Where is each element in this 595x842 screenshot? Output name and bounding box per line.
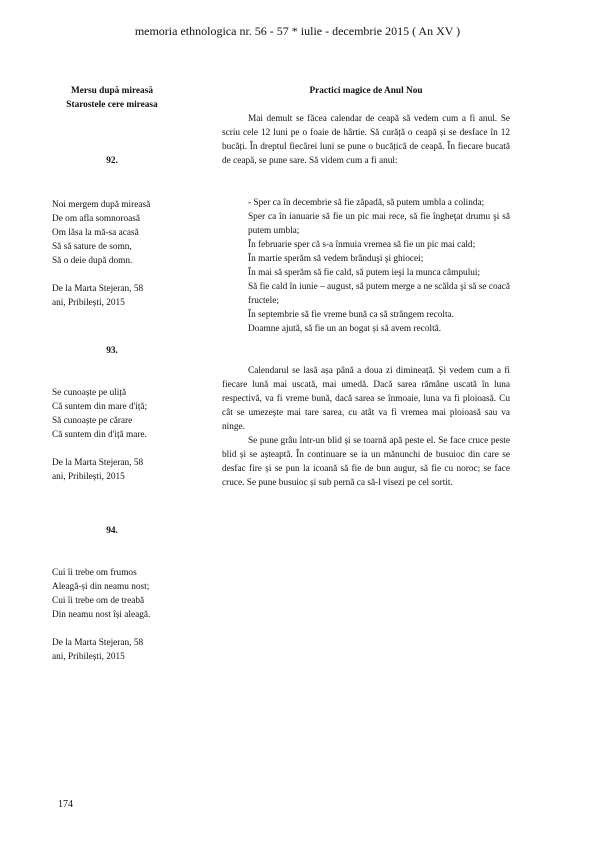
wish-item: - Sper ca în decembrie să fie zăpadă, să putem umbla a colinda; [248, 198, 485, 208]
left-column [52, 84, 172, 664]
lyric-line: Să cunoaște pe cărare [52, 416, 133, 426]
wish-item: Doamne ajută, să fie un an bogat și să avem recoltă. [248, 324, 442, 334]
lyric-line: Că suntem din d'iță mare. [52, 430, 147, 440]
wish-item: Să fie cald în iunie – august, să putem merge a ne scălda şi să se coacă fructele; [248, 282, 510, 306]
lyric-line: Că suntem din mare d'iță; [52, 402, 148, 412]
wish-item: În septembrie să fie vreme bună ca să strângem recolta. [248, 310, 454, 320]
song-93-source [52, 456, 172, 484]
source-line: ani, Pribilești, 2015 [52, 652, 125, 662]
source-line: ani, Pribilești, 2015 [52, 472, 125, 482]
song-92-lyrics [52, 198, 172, 268]
wish-item: În mai să sperăm să fie cald, să putem ieşi la munca câmpului; [248, 268, 481, 278]
lyric-line: Din neamu nost își aleagă. [52, 610, 151, 620]
song-number-92: 92. [106, 156, 118, 166]
lyric-line: Se cunoaște pe uliță [52, 388, 127, 398]
wish-item: Sper ca în ianuarie să fie un pic mai rece, să fie îngheţat drumu şi să putem umbla; [248, 212, 510, 236]
wish-item: În martie sperăm să vedem brânduşi şi ghiocei; [248, 254, 424, 264]
source-line: De la Marta Stejeran, 58 [52, 458, 144, 468]
source-line: ani, Pribilești, 2015 [52, 298, 125, 308]
wishes-list [222, 196, 510, 336]
song-94-lyrics [52, 566, 172, 622]
lyric-line: Aleagă-și din neamu nost; [52, 582, 150, 592]
lyric-line: Om lăsa la mă-sa acasă [52, 228, 139, 238]
paragraph-wheat: Se pune grâu într-un blid și se toarnă apă peste el. Se face cruce peste blid și se așteaptă. În continuare se ia un mănunchi de busuioc din care se desfac fire și se pun la icoană să fie de bun augur, să fie cu noroc; se face cruce. Se pune busuioc și sub pernă ca să-l visezi pe cel sortit. [222, 436, 510, 488]
song-number-94: 94. [106, 526, 118, 536]
page-number: 174 [58, 799, 73, 810]
lyric-line: Cui îi trebe om de treabă [52, 596, 145, 606]
song-92-source [52, 282, 172, 310]
running-header: memoria ethnologica nr. 56 - 57 * iulie - decembrie 2015 ( An XV ) [134, 24, 461, 38]
lyric-line: De om afla somnoroasă [52, 214, 141, 224]
lyric-line: Cui îi trebe om frumos [52, 568, 137, 578]
song-93-lyrics [52, 386, 172, 442]
song-94-source [52, 636, 172, 664]
paragraph-intro: Mai demult se făcea calendar de ceapă să vedem cum a fi anul. Se scriu cele 12 luni pe o foaie de hârtie. Să curăță o ceapă și se desface în 12 bucăți. În dreptul fiecărei luni se pune o bucățică de ceapă. În fiecare bucată de ceapă, se pune sare. Să videm cum a fi anul: [222, 114, 510, 166]
source-line: De la Marta Stejeran, 58 [52, 638, 144, 648]
wish-item: În februarie sper că s-a înmuia vremea să fie un pic mai cald; [248, 240, 476, 250]
lyric-line: Noi mergem după mireasă [52, 200, 151, 210]
left-section-title: Mersu după mireasă [71, 86, 153, 96]
lyric-line: Să să sature de somn, [52, 242, 132, 252]
article-title: Practici magice de Anul Nou [309, 86, 423, 96]
song-number-93: 93. [106, 346, 118, 356]
lyric-line: Să o deie după domn. [52, 256, 133, 266]
paragraph-calendar: Calendarul se lasă așa până a doua zi dimineață. Și vedem cum a fi fiecare lună mai uscată, mai umedă. Dacă sarea rămâne uscată în luna respectivă, va fi vreme bună, dacă sarea se înmoaie, luna va fi ploioasă. Cu cât se umezește mai tare sarea, cu atât va fi vremea mai ploioasă sau va ninge. [222, 366, 510, 432]
right-column [222, 84, 510, 490]
source-line: De la Marta Stejeran, 58 [52, 284, 144, 294]
left-section-subtitle: Starostele cere mireasa [66, 100, 158, 110]
